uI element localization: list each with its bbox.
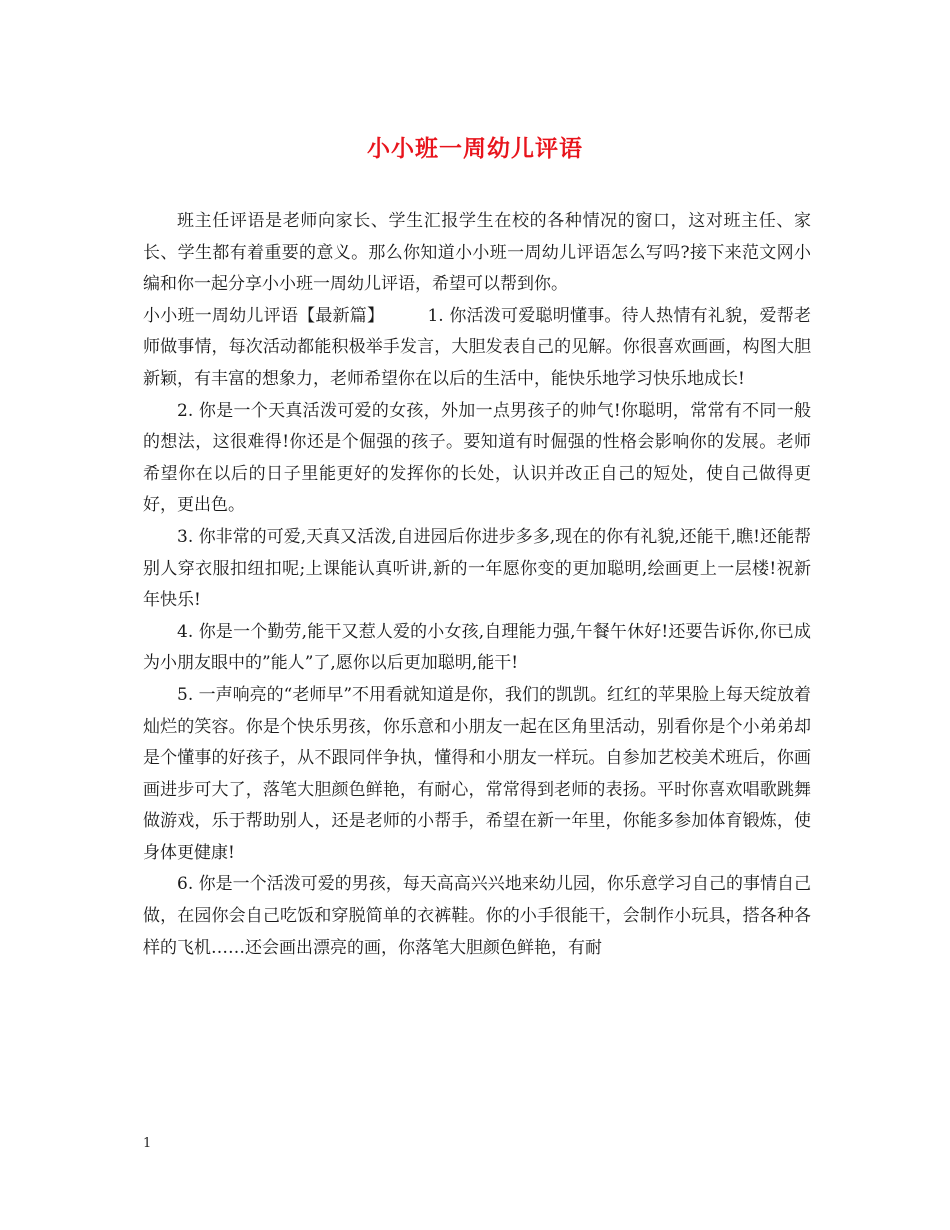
page-number: 1 xyxy=(143,1136,152,1151)
comment-paragraph-6: 6. 你是一个活泼可爱的男孩，每天高高兴兴地来幼儿园，你乐意学习自己的事情自己做，在园你会自己吃饭和穿脱简单的衣裤鞋。你的小手很能干，会制作小玩具，搭各种各样的飞机……还会画出漂亮的画，你落笔大胆颜色鲜艳，有耐 xyxy=(143,874,811,958)
comment-paragraph-1: 小小班一周幼儿评语【最新篇】 1. 你活泼可爱聪明懂事。待人热情有礼貌，爱帮老师做事情，每次活动都能积极举手发言，大胆发表自己的见解。你很喜欢画画，构图大胆新颖，有丰富的想象力，老师希望你在以后的生活中，能快乐地学习快乐地成长! xyxy=(143,305,811,389)
document-body xyxy=(143,206,811,964)
document-title: 小小班一周幼儿评语 xyxy=(367,135,583,162)
intro-paragraph: 班主任评语是老师向家长、学生汇报学生在校的各种情况的窗口，这对班主任、家长、学生都有着重要的意义。那么你知道小小班一周幼儿评语怎么写吗?接下来范文网小编和你一起分享小小班一周幼儿评语，希望可以帮到你。 xyxy=(143,211,811,295)
comment-paragraph-5: 5. 一声响亮的“老师早”不用看就知道是你，我们的凯凯。红红的苹果脸上每天绽放着灿烂的笑容。你是个快乐男孩，你乐意和小朋友一起在区角里活动，别看你是个小弟弟却是个懂事的好孩子，从不跟同伴争执，懂得和小朋友一样玩。自参加艺校美术班后，你画画进步可大了，落笔大胆颜色鲜艳，有耐心，常常得到老师的表扬。平时你喜欢唱歌跳舞做游戏，乐于帮助别人，还是老师的小帮手，希望在新一年里，你能多参加体育锻炼，使身体更健康! xyxy=(143,684,812,863)
comment-paragraph-3: 3. 你非常的可爱,天真又活泼,自进园后你进步多多,现在的你有礼貌,还能干,瞧!还能帮别人穿衣服扣纽扣呢;上课能认真听讲,新的一年愿你变的更加聪明,绘画更上一层楼!祝新年快乐! xyxy=(143,526,811,611)
comment-paragraph-4: 4. 你是一个勤劳,能干又惹人爱的小女孩,自理能力强,午餐午休好!还要告诉你,你已成为小朋友眼中的”能人”了,愿你以后更加聪明,能干! xyxy=(143,621,811,674)
comment-paragraph-2: 2. 你是一个天真活泼可爱的女孩，外加一点男孩子的帅气!你聪明，常常有不同一般的想法，这很难得!你还是个倔强的孩子。要知道有时倔强的性格会影响你的发展。老师希望你在以后的日子里能更好的发挥你的长处，认识并改正自己的短处，使自己做得更好，更出色。 xyxy=(143,400,811,516)
